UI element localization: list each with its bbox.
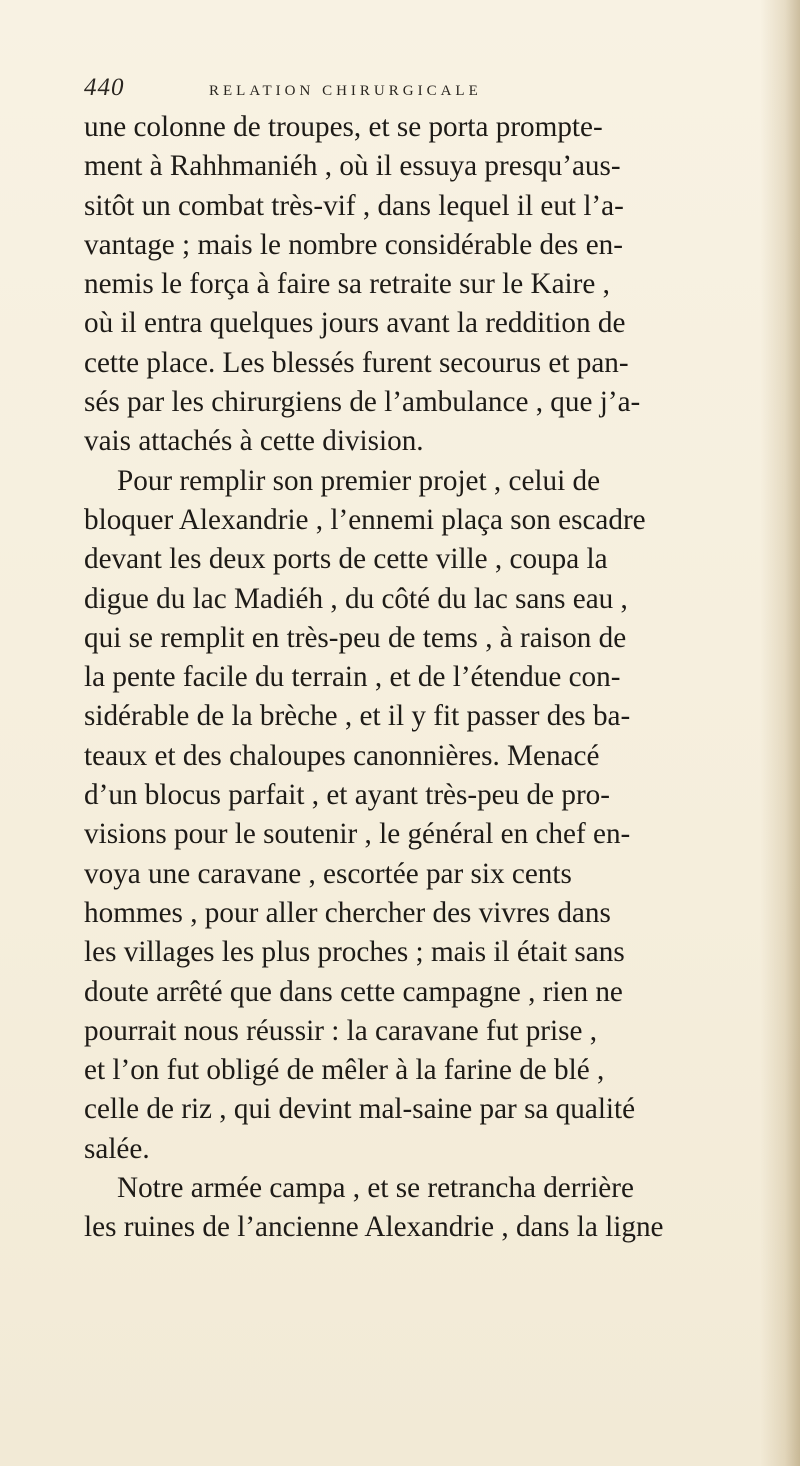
- text-line: hommes , pour aller chercher des vivres dans: [84, 896, 611, 929]
- text-line: doute arrêté que dans cette campagne , rien ne: [84, 975, 623, 1008]
- text-line: la pente facile du terrain , et de l’étendue con-: [84, 661, 621, 694]
- text-line: sitôt un combat très-vif , dans lequel il eut l’a-: [84, 189, 624, 222]
- page-number: 440: [84, 74, 125, 101]
- text-line: visions pour le soutenir , le général en chef en-: [84, 818, 631, 851]
- paragraph-start-line: Pour remplir son premier projet , celui de: [117, 464, 601, 497]
- text-line: sidérable de la brèche , et il y fit passer des ba-: [84, 700, 631, 733]
- body-text: [84, 108, 784, 1248]
- text-line: et l’on fut obligé de mêler à la farine de blé ,: [84, 1054, 605, 1087]
- text-line: qui se remplit en très-peu de tems , à raison de: [84, 621, 627, 654]
- text-line: les ruines de l’ancienne Alexandrie , dans la ligne: [84, 1211, 664, 1244]
- text-line: les villages les plus proches ; mais il était sans: [84, 936, 625, 969]
- text-line: digue du lac Madiéh , du côté du lac sans eau ,: [84, 582, 628, 615]
- page-header: [84, 74, 644, 110]
- paragraph-start-line: Notre armée campa , et se retrancha derrière: [117, 1172, 634, 1205]
- running-head: RELATION CHIRURGICALE: [209, 83, 482, 99]
- text-line: cette place. Les blessés furent secourus et pan-: [84, 346, 629, 379]
- text-line: teaux et des chaloupes canonnières. Menacé: [84, 739, 600, 772]
- text-line: nemis le força à faire sa retraite sur le Kaire ,: [84, 268, 610, 301]
- text-line: bloquer Alexandrie , l’ennemi plaça son escadre: [84, 503, 646, 536]
- text-line: pourrait nous réussir : la caravane fut prise ,: [84, 1014, 598, 1047]
- text-line: devant les deux ports de cette ville , coupa la: [84, 543, 608, 576]
- text-line: d’un blocus parfait , et ayant très-peu de pro-: [84, 779, 610, 812]
- text-line: vantage ; mais le nombre considérable des en-: [84, 228, 623, 261]
- text-line: où il entra quelques jours avant la reddition de: [84, 307, 626, 340]
- text-line: salée.: [84, 1132, 150, 1165]
- text-line: voya une caravane , escortée par six cents: [84, 857, 572, 890]
- text-line: sés par les chirurgiens de l’ambulance , que j’a-: [84, 386, 641, 419]
- text-line: ment à Rahhmaniéh , où il essuya presqu’aus-: [84, 150, 621, 183]
- text-line: une colonne de troupes, et se porta prompte-: [84, 111, 603, 143]
- text-line: celle de riz , qui devint mal-saine par sa qualité: [84, 1093, 636, 1126]
- text-line: vais attachés à cette division.: [84, 425, 424, 458]
